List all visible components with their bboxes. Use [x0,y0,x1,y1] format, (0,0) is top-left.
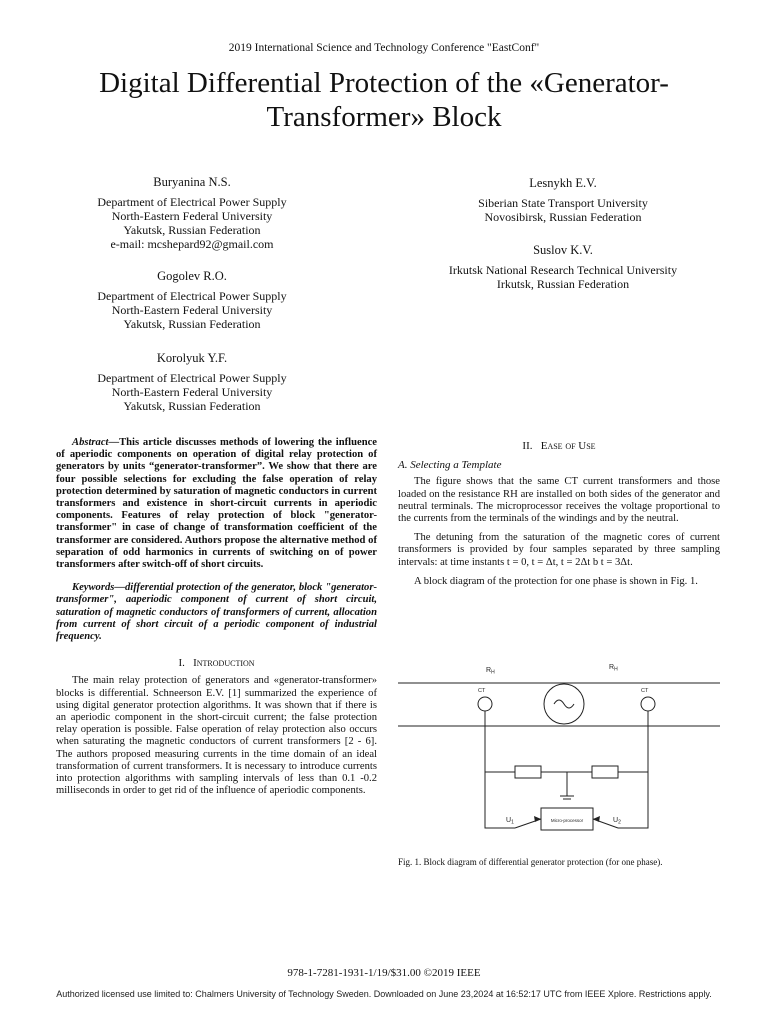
license-notice: Authorized licensed use limited to: Chalmers University of Technology Sweden. Downloaded on June 23,2024 at 16:52:17 UTC from IEEE Xplore. Restrictions apply. [56,989,712,999]
keywords-text: —differential protection of the generator, block "generator-transformer", aaperiodic component of current of short circuit, saturation of magnetic conductors of transformers of current, allocation from current of short circuit of a periodic component of industrial frequency. [56,582,377,643]
section-title: Ease of Use [540,440,596,452]
keywords-label: Keywords [72,582,115,594]
left-column [56,437,377,797]
author-affiliation: Novosibirsk, Russian Federation [484,210,642,224]
u1-subscript: 1 [511,819,514,826]
ct-left-label: CT [478,688,486,694]
right-column [398,440,720,588]
author-affiliation: Irkutsk National Research Technical University [448,263,678,277]
author-affiliation: Yakutsk, Russian Federation [123,223,261,237]
section-number: I. [178,657,185,670]
left-secondary-wire [485,711,515,772]
u1-arrow-icon [534,816,541,822]
author-buryanina [62,175,322,251]
author-affiliation: North-Eastern Federal University [111,385,273,399]
author-affiliation: Yakutsk, Russian Federation [123,317,261,331]
paper-title [40,66,728,134]
section-heading-introduction [56,657,377,669]
section-number: II. [522,440,533,452]
author-name: Korolyuk Y.F. [156,351,228,365]
conference-header: 2019 International Science and Technology Conference "EastConf" [228,42,540,54]
ct-right-label: CT [641,688,649,694]
u2-subscript: 2 [618,819,621,826]
resistor-right [592,766,618,778]
u2-signal-wire [618,772,648,828]
u2-arrow-icon [593,816,600,822]
author-name: Gogolev R.O. [157,269,227,283]
keywords [56,582,377,643]
section-heading-ease-of-use [398,440,720,452]
author-affiliation: Siberian State Transport University [478,196,648,210]
paper-title-line2: Transformer» Block [266,101,502,133]
author-name: Buryanina N.S. [153,175,231,189]
subsection-heading: A. Selecting a Template [398,459,502,472]
ct-left-symbol [478,697,492,711]
author-affiliation: North-Eastern Federal University [111,209,273,223]
author-name: Suslov K.V. [533,243,593,257]
author-affiliation: Department of Electrical Power Supply [97,289,287,303]
author-name: Lesnykh E.V. [529,176,597,190]
rh-right-label [609,664,618,673]
author-affiliation: Department of Electrical Power Supply [97,371,287,385]
section-title: Introduction [193,657,255,670]
author-affiliation: Department of Electrical Power Supply [97,195,287,209]
introduction-paragraph: The main relay protection of generators and «generator-transformer» blocks is differential. Schneerson E.V. [1] summarized the experience of using digital generator protection algorithms. It was shown that if there is an aperiodic component in the short-circuit current; the false protection relay operation is possible. False operation of relay protection also occurs when saturating the magnetic conductors of current transformers [2 - 6]. The authors proposed measuring currents in the time domain of an ideal transformation of current transformers. It is necessary to introduce currents into protection algorithms with sampling intervals of less than 0.1 -0.2 milliseconds in order to get rid of the influence of aperiodic components. [56,675,377,797]
paper-title-line1: Digital Differential Protection of the «Generator- [99,67,669,99]
author-lesnykh [428,176,698,224]
body-paragraph: The detuning from the saturation of the magnetic cores of current transformers is provided by four samples separated by three sampling intervals: at time instants t = 0, t = Δt, t = 2Δt b t = 3Δt. [398,532,720,568]
author-gogolev [62,269,322,331]
rh-right-subscript: H [614,666,618,673]
author-korolyuk [62,351,322,413]
body-paragraph: The figure shows that the same CT current transformers and those loaded on the resistance RH are installed on both sides of the generator and neutral terminals. The microprocessor receives the voltage proportional to the currents from the terminals of the windings and by the neutral. [398,476,720,525]
author-affiliation: Irkutsk, Russian Federation [496,277,630,291]
rh-left-label [486,667,495,676]
author-affiliation: North-Eastern Federal University [111,303,273,317]
author-suslov [428,243,698,291]
u2-letter: U [613,817,619,824]
author-affiliation: Yakutsk, Russian Federation [123,399,261,413]
u1-label [506,817,514,826]
ct-right-symbol [641,697,655,711]
body-paragraph: A block diagram of the protection for one phase is shown in Fig. 1. [414,575,698,587]
rh-left-letter: R [486,667,492,674]
figure-caption: Fig. 1. Block diagram of differential generator protection (for one phase). [398,857,663,867]
copyright-line: 978-1-7281-1931-1/19/$31.00 ©2019 IEEE [287,967,481,979]
rh-left-subscript: H [491,669,495,676]
figure-block-diagram [398,660,720,850]
abstract-label: Abstract [72,437,109,448]
abstract-text: —This article discusses methods of lowering the influence of aperiodic components on operation of digital relay protection of generators by units “generator-transformer”. We show that there are four possible selections for excluding the false operation of relay protection determined by saturation of magnetic conductors in current transformers and existence in short-circuit currents in aperiodic components. Features of relay protection of block "generator-transformer" in case of change of transformation coefficient of the transformer are considered. Authors propose the alternative method of separation of odd harmonics in currents of switching on of power transformers after switch-off of short circuits. [56,437,377,571]
resistor-left [515,766,541,778]
u2-label [613,817,621,826]
u1-letter: U [506,817,512,824]
rh-right-letter: R [609,664,615,671]
author-email: e-mail: mcshepard92@gmail.com [110,237,274,251]
microprocessor-label: Micro-processor [550,818,584,823]
right-secondary-wire [618,711,648,772]
abstract [56,437,377,571]
